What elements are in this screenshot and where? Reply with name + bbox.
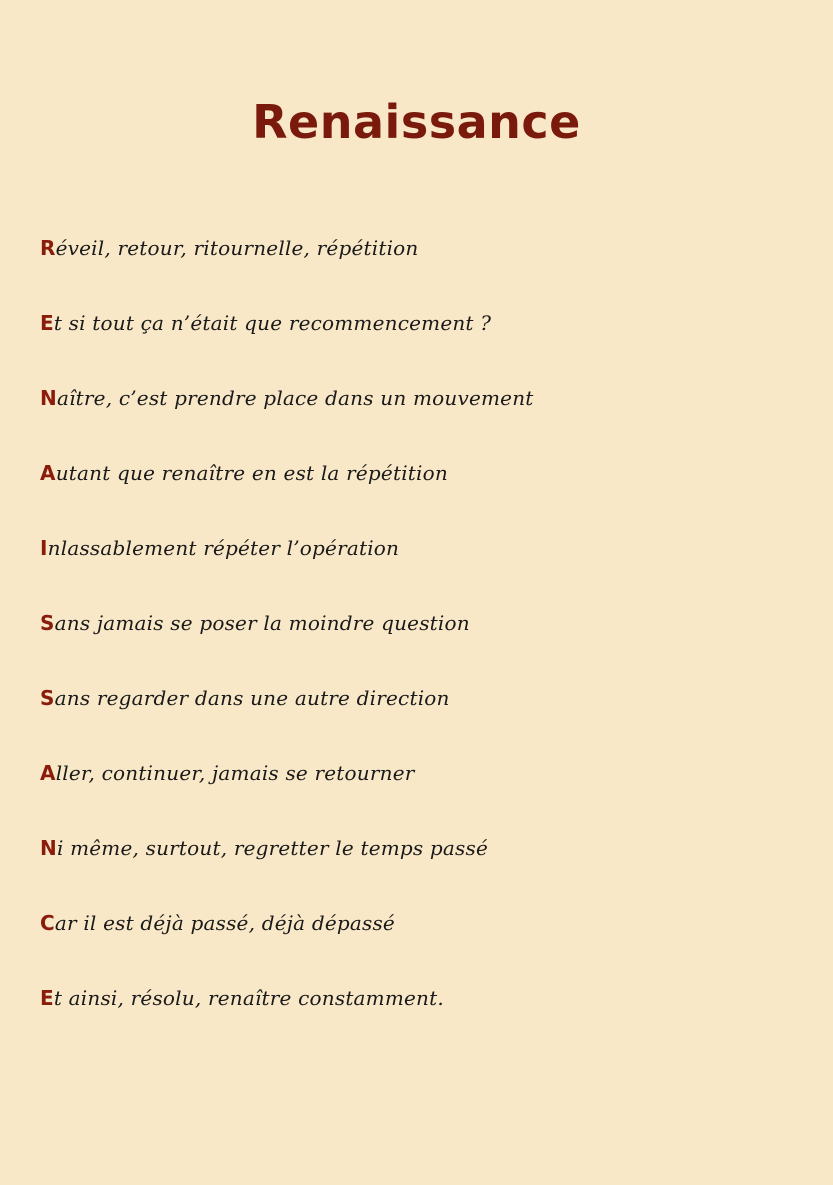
line-initial: N: [40, 836, 57, 860]
poem-line-9: [40, 822, 830, 897]
poem-line-2: [40, 297, 830, 372]
line-text: nlassablement répéter l’opération: [47, 536, 400, 560]
poem-line-4: [40, 447, 830, 522]
line-initial: C: [40, 911, 55, 935]
poem-title: Renaissance: [252, 95, 581, 149]
poem-line-7: [40, 672, 830, 747]
poem-line-5: [40, 522, 830, 597]
line-initial: R: [40, 236, 56, 260]
line-text: ar il est déjà passé, déjà dépassé: [54, 911, 395, 935]
line-initial: I: [40, 536, 48, 560]
line-text: t si tout ça n’était que recommencement ?: [53, 311, 492, 335]
line-initial: S: [40, 686, 55, 710]
line-text: ller, continuer, jamais se retourner: [55, 761, 415, 785]
line-text: aître, c’est prendre place dans un mouvement: [56, 386, 534, 410]
line-text: ans jamais se poser la moindre question: [54, 611, 470, 635]
poem-line-11: [40, 972, 830, 1047]
poem-line-8: [40, 747, 830, 822]
line-text: éveil, retour, ritournelle, répétition: [55, 236, 419, 260]
line-text: i même, surtout, regretter le temps passé: [56, 836, 489, 860]
poem-line-10: [40, 897, 830, 972]
line-initial: S: [40, 611, 55, 635]
line-initial: A: [40, 461, 56, 485]
line-initial: A: [40, 761, 56, 785]
poem-line-3: [40, 372, 830, 447]
line-text: ans regarder dans une autre direction: [54, 686, 450, 710]
line-initial: E: [40, 311, 54, 335]
line-initial: E: [40, 986, 54, 1010]
line-text: utant que renaître en est la répétition: [55, 461, 448, 485]
line-text: t ainsi, résolu, renaître constamment.: [53, 986, 444, 1010]
poem-line-1: [40, 222, 830, 297]
poem-line-6: [40, 597, 830, 672]
line-initial: N: [40, 386, 57, 410]
acrostic-poem: [40, 222, 830, 1047]
